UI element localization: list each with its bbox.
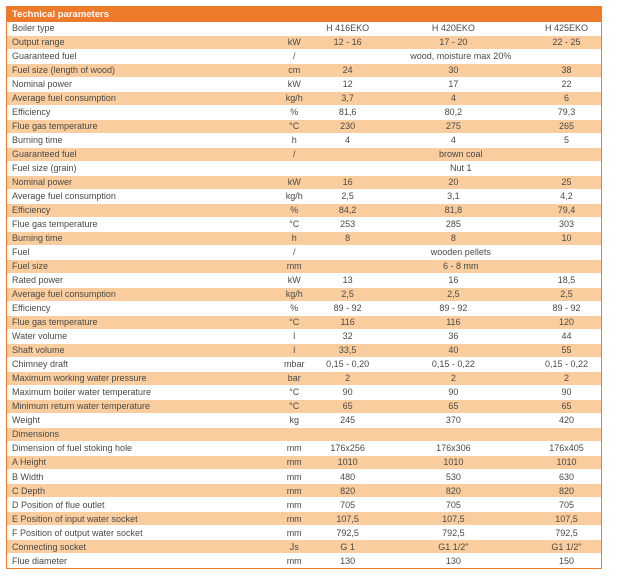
value-cell-h420eko: 20 — [448, 177, 459, 188]
param-label: Fuel size (grain) — [12, 163, 77, 174]
param-label: Efficiency — [12, 205, 51, 216]
value-cell-h420eko: 4 — [450, 135, 456, 146]
param-label: Chimney draft — [12, 359, 69, 370]
unit-cell: °C — [289, 219, 300, 230]
unit-cell: kg/h — [285, 93, 303, 104]
table-row — [7, 414, 601, 428]
value-cell-h416eko: 2 — [345, 373, 351, 384]
value-cell-h420eko: 116 — [446, 317, 461, 328]
value-cell-h416eko: 81,6 — [338, 107, 357, 118]
value-cell-h420eko: 16 — [448, 275, 459, 286]
param-label: Average fuel consumption — [12, 191, 116, 202]
value-cell-h416eko: 16 — [342, 177, 353, 188]
value-cell-h425eko: 38 — [561, 65, 572, 76]
value-cell-h420eko: 107,5 — [442, 513, 465, 524]
table-row — [7, 358, 601, 372]
value-cell-h420eko: 17 — [448, 79, 459, 90]
unit-cell: l — [293, 331, 296, 342]
param-label: Nominal power — [12, 79, 73, 90]
table-row — [7, 274, 601, 288]
unit-cell: mm — [286, 513, 302, 524]
unit-cell: / — [292, 51, 296, 62]
value-cell-h420eko: 89 - 92 — [439, 303, 468, 314]
unit-cell: kW — [287, 177, 301, 188]
value-cell-h416eko: 4 — [345, 135, 351, 146]
value-cell-h425eko: 5 — [564, 135, 570, 146]
value-cell-h420eko: 820 — [445, 485, 461, 496]
value-cell-h425eko: 25 — [561, 177, 572, 188]
unit-cell: kg — [289, 415, 299, 426]
unit-cell: % — [290, 303, 299, 314]
unit-cell: mm — [286, 443, 302, 454]
section-row — [7, 428, 601, 442]
value-cell-h425eko: 705 — [559, 499, 575, 510]
param-label: Flue gas temperature — [12, 121, 98, 132]
unit-cell: mm — [286, 499, 302, 510]
unit-cell: mm — [286, 457, 302, 468]
value-cell-h416eko: 12 — [342, 79, 353, 90]
value-cell-h425eko: 792,5 — [555, 527, 578, 538]
table-row — [7, 484, 601, 498]
unit-cell: h — [291, 135, 297, 146]
value-cell-h425eko: 176x405 — [549, 443, 584, 454]
value-cell-h416eko: 116 — [340, 317, 355, 328]
value-cell-h420eko: 81,8 — [444, 205, 463, 216]
table-row — [7, 456, 601, 470]
table-row — [7, 260, 601, 274]
value-cell-h416eko: 176x256 — [330, 443, 365, 454]
value-cell-h416eko: 24 — [342, 65, 353, 76]
unit-cell: % — [290, 205, 299, 216]
value-cell-h420eko: 8 — [450, 233, 456, 244]
value-cell-h425eko: 18,5 — [557, 275, 576, 286]
value-cell-h425eko: 22 - 25 — [552, 37, 581, 48]
table-row — [7, 120, 601, 134]
value-cell-h420eko: 792,5 — [442, 527, 465, 538]
value-cell-h425eko: 79,4 — [557, 205, 576, 216]
param-label: Dimensions — [12, 429, 60, 440]
value-cell-h416eko: 3,7 — [341, 93, 354, 104]
value-cell-h425eko: 4,2 — [560, 191, 573, 202]
table-row — [7, 386, 601, 400]
table-row — [7, 204, 601, 218]
value-cell-h420eko: 2 — [450, 373, 456, 384]
value-cell-h416eko: 84,2 — [338, 205, 357, 216]
table-row — [7, 288, 601, 302]
param-label: D Position of flue outlet — [12, 499, 105, 510]
param-label: Efficiency — [12, 303, 51, 314]
value-cell-h425eko: 10 — [561, 233, 572, 244]
value-cell-h416eko: 12 - 16 — [333, 37, 362, 48]
value-cell-h425eko: 6 — [564, 93, 570, 104]
param-label: Weight — [12, 415, 40, 426]
table-row — [7, 526, 601, 540]
value-cell-h416eko: H 416EKO — [326, 23, 370, 33]
table-row — [7, 148, 601, 162]
table-row — [7, 36, 601, 50]
table-row — [7, 78, 601, 92]
table-row — [7, 22, 601, 36]
param-label: Fuel size (length of wood) — [12, 65, 116, 76]
unit-cell: °C — [289, 401, 300, 412]
table-row — [7, 246, 601, 260]
table-row — [7, 316, 601, 330]
value-cell-h425eko: 120 — [559, 317, 575, 328]
value-cell-h425eko: 90 — [561, 387, 572, 398]
param-label: Minimum return water temperature — [12, 401, 151, 412]
unit-cell: mm — [286, 555, 302, 566]
unit-cell: mm — [286, 485, 302, 496]
unit-cell: / — [292, 149, 296, 160]
value-cell-h416eko: 33,5 — [338, 345, 357, 356]
value-cell-h416eko: 130 — [340, 555, 356, 566]
param-label: Fuel size — [12, 261, 49, 272]
table-row — [7, 106, 601, 120]
unit-cell: kg/h — [285, 289, 303, 300]
value-cell-h416eko: 89 - 92 — [333, 303, 362, 314]
table-row — [7, 302, 601, 316]
param-label: Dimension of fuel stoking hole — [12, 443, 133, 454]
value-cell-h420eko: 30 — [448, 65, 459, 76]
unit-cell: mm — [286, 471, 302, 482]
table-row — [7, 554, 601, 568]
value-cell-h425eko: 820 — [559, 485, 575, 496]
value-cell-h425eko: 65 — [561, 401, 572, 412]
value-cell-h420eko: 36 — [448, 331, 459, 342]
param-label: E Position of input water socket — [12, 513, 138, 524]
value-cell-h425eko: 630 — [559, 471, 575, 482]
param-label: C Depth — [12, 485, 46, 496]
unit-cell: kg/h — [285, 191, 303, 202]
value-cell-h425eko: 2,5 — [560, 289, 573, 300]
value-cell-h416eko: 65 — [342, 401, 353, 412]
value-cell-h425eko: 150 — [559, 555, 575, 566]
table-row — [7, 498, 601, 512]
value-cell-h425eko: 107,5 — [555, 513, 578, 524]
value-cell-h416eko: 107,5 — [336, 513, 359, 524]
param-label: Burning time — [12, 135, 63, 146]
value-cell-h420eko: 530 — [445, 471, 461, 482]
unit-cell: °C — [289, 387, 300, 398]
value-cell-h420eko: H 420EKO — [431, 23, 475, 33]
value-cell-h425eko: H 425EKO — [545, 23, 589, 33]
table-rows — [7, 22, 601, 569]
unit-cell: kW — [287, 275, 301, 286]
value-cell-h425eko: 22 — [561, 79, 572, 90]
value-cell-h416eko: 13 — [342, 275, 353, 286]
param-label: Average fuel consumption — [12, 289, 116, 300]
unit-cell: kW — [287, 79, 301, 90]
value-cell-h425eko: 420 — [559, 415, 575, 426]
value-cell-h416eko: 820 — [340, 485, 356, 496]
value-cell-h420eko: 17 - 20 — [439, 37, 468, 48]
table-title: Technical parameters — [7, 7, 601, 22]
table-row — [7, 372, 601, 386]
param-label: Nominal power — [12, 177, 73, 188]
unit-cell: mm — [286, 261, 302, 272]
value-cell-h425eko: 0,15 - 0,22 — [545, 359, 589, 370]
table-row — [7, 442, 601, 456]
value-cell-h425eko: 2 — [564, 373, 570, 384]
value-cell-h416eko: 2,5 — [341, 289, 354, 300]
value-cell-h425eko: 79,3 — [557, 107, 576, 118]
value-cell-h425eko: 265 — [559, 121, 575, 132]
table-row — [7, 176, 601, 190]
value-cell-h420eko: 3,1 — [447, 191, 460, 202]
value-cell-h420eko: 80,2 — [444, 107, 463, 118]
table-row — [7, 400, 601, 414]
unit-cell: h — [291, 233, 297, 244]
spanning-value-cell: wood, moisture max 20% — [410, 51, 512, 62]
table-row — [7, 344, 601, 358]
table-row — [7, 134, 601, 148]
unit-cell: % — [290, 107, 299, 118]
value-cell-h425eko: 303 — [559, 219, 575, 230]
table-row — [7, 540, 601, 554]
unit-cell: bar — [287, 373, 301, 384]
param-label: Output range — [12, 37, 65, 48]
param-label: Average fuel consumption — [12, 93, 116, 104]
param-label: Flue gas temperature — [12, 317, 98, 328]
value-cell-h416eko: 253 — [340, 219, 356, 230]
table-row — [7, 162, 601, 176]
value-cell-h416eko: 705 — [340, 499, 356, 510]
value-cell-h420eko: 275 — [445, 121, 461, 132]
table-row — [7, 190, 601, 204]
table-row — [7, 232, 601, 246]
table-row — [7, 92, 601, 106]
table-row — [7, 50, 601, 64]
value-cell-h425eko: 1010 — [556, 457, 577, 468]
value-cell-h425eko: 89 - 92 — [552, 303, 581, 314]
value-cell-h420eko: 40 — [448, 345, 459, 356]
table-row — [7, 218, 601, 232]
value-cell-h420eko: 285 — [445, 219, 461, 230]
param-label: B Width — [12, 471, 44, 482]
value-cell-h420eko: 4 — [450, 93, 456, 104]
table-row — [7, 330, 601, 344]
unit-cell: mbar — [283, 359, 305, 370]
value-cell-h425eko: G1 1/2" — [551, 541, 582, 552]
value-cell-h420eko: 65 — [448, 401, 459, 412]
param-label: F Position of output water socket — [12, 527, 143, 538]
value-cell-h420eko: G1 1/2" — [438, 541, 469, 552]
value-cell-h420eko: 1010 — [443, 457, 464, 468]
value-cell-h420eko: 370 — [445, 415, 461, 426]
table-row — [7, 64, 601, 78]
spanning-value-cell: 6 - 8 mm — [443, 261, 479, 272]
spanning-value-cell: Nut 1 — [450, 163, 472, 174]
param-label: Boiler type — [12, 23, 55, 33]
value-cell-h416eko: 32 — [342, 331, 353, 342]
param-label: Guaranteed fuel — [12, 149, 77, 160]
spanning-value-cell: brown coal — [439, 149, 483, 160]
value-cell-h416eko: 480 — [340, 471, 356, 482]
param-label: Connecting socket — [12, 541, 87, 552]
value-cell-h420eko: 90 — [448, 387, 459, 398]
param-label: Efficiency — [12, 107, 51, 118]
unit-cell: Js — [289, 541, 299, 552]
unit-cell: l — [293, 345, 296, 356]
param-label: Maximum boiler water temperature — [12, 387, 152, 398]
value-cell-h420eko: 176x306 — [436, 443, 471, 454]
technical-parameters-table — [6, 6, 602, 569]
spanning-value-cell: wooden pellets — [430, 247, 491, 258]
value-cell-h425eko: 55 — [561, 345, 572, 356]
unit-cell: °C — [289, 317, 300, 328]
value-cell-h416eko: 2,5 — [341, 191, 354, 202]
value-cell-h420eko: 0,15 - 0,22 — [431, 359, 475, 370]
table-row — [7, 512, 601, 526]
value-cell-h416eko: 0,15 - 0,20 — [326, 359, 370, 370]
value-cell-h416eko: 8 — [345, 233, 351, 244]
value-cell-h416eko: G 1 — [340, 541, 355, 552]
param-label: Shaft volume — [12, 345, 65, 356]
table-row — [7, 470, 601, 484]
param-label: Flue gas temperature — [12, 219, 98, 230]
value-cell-h416eko: 90 — [342, 387, 353, 398]
value-cell-h416eko: 1010 — [337, 457, 358, 468]
value-cell-h420eko: 705 — [445, 499, 461, 510]
param-label: Flue diameter — [12, 555, 68, 566]
value-cell-h425eko: 44 — [561, 331, 572, 342]
param-label: Maximum working water pressure — [12, 373, 147, 384]
unit-cell: °C — [289, 121, 300, 132]
value-cell-h416eko: 792,5 — [336, 527, 359, 538]
value-cell-h420eko: 130 — [445, 555, 461, 566]
value-cell-h420eko: 2,5 — [447, 289, 460, 300]
param-label: Fuel — [12, 247, 30, 258]
unit-cell: cm — [288, 65, 301, 76]
value-cell-h416eko: 245 — [340, 415, 356, 426]
unit-cell: / — [292, 247, 296, 258]
param-label: Guaranteed fuel — [12, 51, 77, 62]
param-label: A Height — [12, 457, 47, 468]
unit-cell: mm — [286, 527, 302, 538]
param-label: Water volume — [12, 331, 68, 342]
value-cell-h416eko: 230 — [340, 121, 356, 132]
unit-cell: kW — [287, 37, 301, 48]
param-label: Rated power — [12, 275, 64, 286]
param-label: Burning time — [12, 233, 63, 244]
